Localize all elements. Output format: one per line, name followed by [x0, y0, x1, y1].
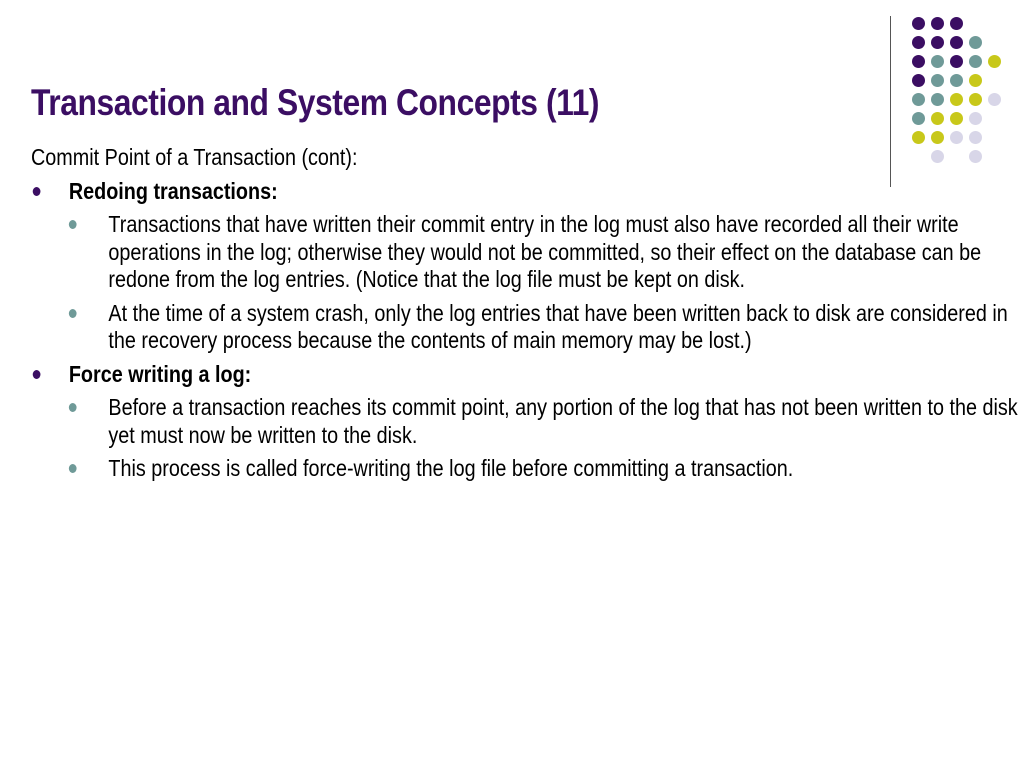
sub-bullet-dot-icon	[69, 403, 77, 412]
sub-bullet-text: This process is called force-writing the log file before committing a transaction.	[108, 455, 794, 481]
decorative-dot	[931, 17, 944, 30]
decorative-dot	[950, 74, 963, 87]
sub-bullet-system-crash	[31, 300, 1024, 355]
decorative-dot	[969, 131, 982, 144]
decorative-dot	[969, 150, 982, 163]
sub-bullet-text: At the time of a system crash, only the log entries that have been written back to disk are considered in the recovery process because the contents of main memory may be lost.)	[108, 299, 1008, 353]
sub-bullet-commit-point	[31, 394, 1024, 449]
decorative-dot	[950, 17, 963, 30]
slide-body	[31, 144, 1018, 489]
decorative-dot	[912, 131, 925, 144]
sub-bullet-force-writing	[31, 455, 1024, 483]
decorative-dot	[931, 150, 944, 163]
decorative-dot	[950, 93, 963, 106]
decorative-dot	[931, 74, 944, 87]
decorative-dot	[969, 55, 982, 68]
decorative-dot	[912, 93, 925, 106]
slide-title: Transaction and System Concepts (11)	[31, 82, 600, 123]
decorative-dot	[912, 55, 925, 68]
decorative-dot	[912, 112, 925, 125]
decorative-dot	[931, 93, 944, 106]
bullet-redoing-transactions	[31, 178, 891, 206]
decorative-dot	[931, 131, 944, 144]
sub-bullet-text: Transactions that have written their commit entry in the log must also have recorded all their write operations in the log; otherwise they would not be committed, so their effect on the database can be redone from the log entries. (Notice that the log file must be kept on disk.	[108, 211, 982, 292]
decorative-dot	[969, 74, 982, 87]
bullet-dot-icon	[33, 370, 41, 379]
decorative-dot	[950, 36, 963, 49]
sub-bullet-dot-icon	[69, 309, 77, 318]
decorative-dot	[969, 112, 982, 125]
decorative-dot	[912, 17, 925, 30]
sub-bullet-text: Before a transaction reaches its commit point, any portion of the log that has not been written to the disk yet must now be written to the disk.	[108, 394, 1018, 448]
sub-bullet-dot-icon	[69, 220, 77, 229]
decorative-dot	[931, 112, 944, 125]
decorative-dot	[931, 36, 944, 49]
decorative-dot	[950, 55, 963, 68]
decorative-dot	[912, 74, 925, 87]
sub-bullet-commit-entry	[31, 211, 1024, 294]
decorative-dot	[950, 131, 963, 144]
decorative-dot	[912, 36, 925, 49]
decorative-dot	[988, 55, 1001, 68]
decorative-dot	[931, 55, 944, 68]
bullet-heading: Force writing a log:	[68, 360, 252, 387]
bullet-heading: Redoing transactions:	[68, 177, 278, 204]
bullet-force-writing-log	[31, 361, 891, 389]
decorative-dot	[988, 93, 1001, 106]
decorative-dot	[969, 93, 982, 106]
intro-line: Commit Point of a Transaction (cont):	[31, 144, 358, 170]
decorative-dot	[950, 112, 963, 125]
sub-bullet-dot-icon	[69, 464, 77, 473]
decorative-dot	[969, 36, 982, 49]
bullet-dot-icon	[33, 187, 41, 196]
